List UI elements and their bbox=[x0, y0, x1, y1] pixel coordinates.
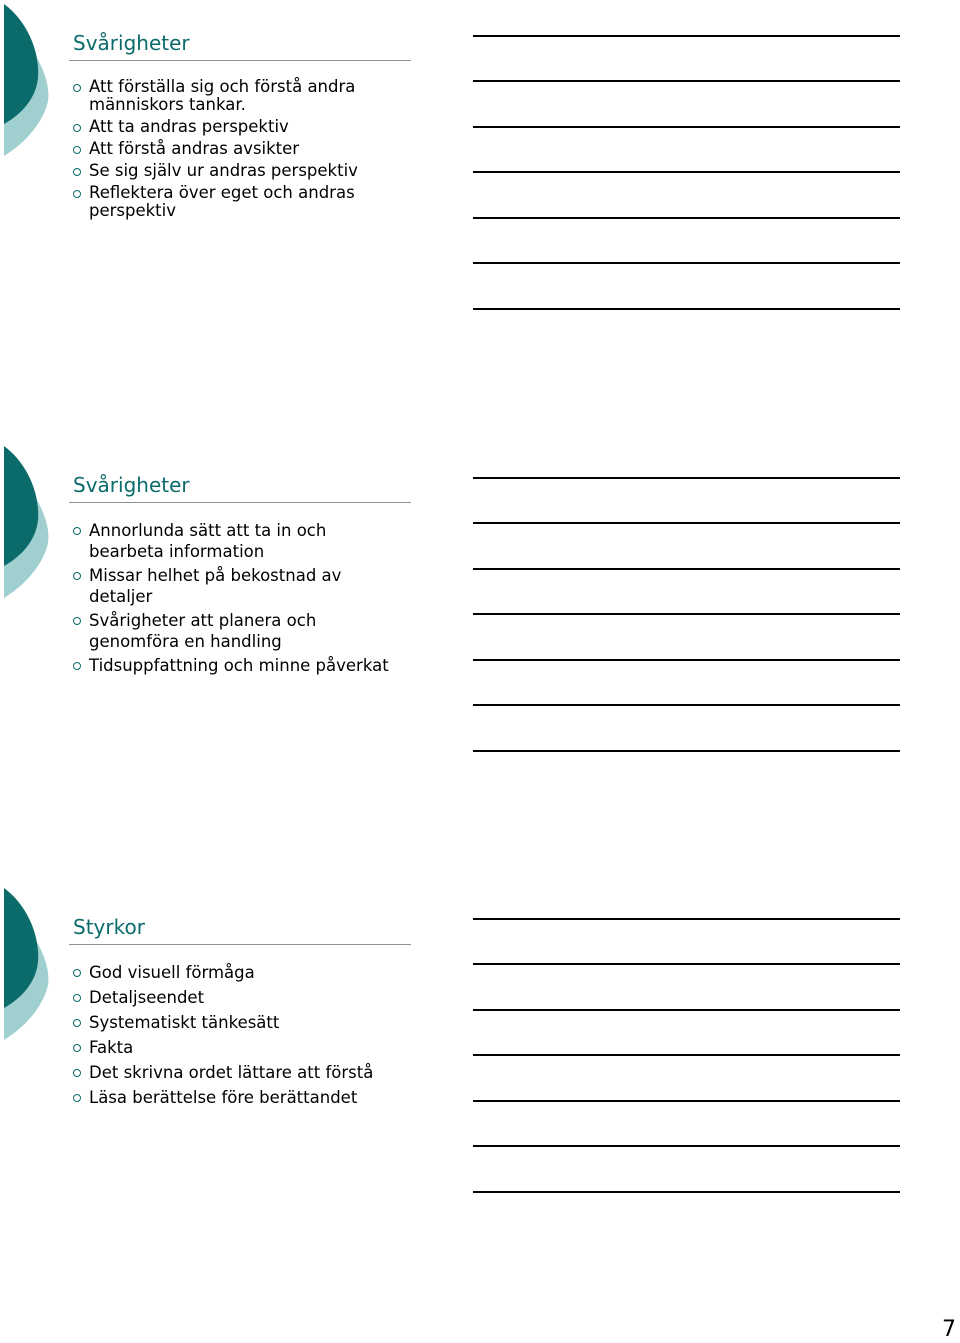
note-line bbox=[473, 1100, 900, 1102]
hollow-circle-bullet-icon bbox=[73, 572, 81, 580]
note-line bbox=[473, 568, 900, 570]
bullet-text: Att förstå andras avsikter bbox=[89, 139, 300, 158]
bullet-item bbox=[73, 565, 418, 607]
bullet-text: Systematiskt tänkesätt bbox=[89, 1013, 280, 1032]
bullet-item bbox=[73, 1062, 418, 1083]
bullet-text: Annorlunda sätt att ta in och bearbeta information bbox=[89, 521, 327, 561]
bullet-item bbox=[73, 162, 418, 180]
bullet-list bbox=[73, 962, 418, 1108]
bullet-text: Missar helhet på bekostnad av detaljer bbox=[89, 566, 342, 606]
bullet-text: Tidsuppfattning och minne påverkat bbox=[89, 656, 389, 675]
title-divider bbox=[69, 502, 411, 503]
note-line bbox=[473, 963, 900, 965]
slide-title: Svårigheter bbox=[73, 473, 190, 497]
note-line bbox=[473, 659, 900, 661]
bullet-item bbox=[73, 78, 418, 114]
bullet-item bbox=[73, 987, 418, 1008]
bullet-text: Läsa berättelse före berättandet bbox=[89, 1088, 358, 1107]
hollow-circle-bullet-icon bbox=[73, 1069, 81, 1077]
hollow-circle-bullet-icon bbox=[73, 527, 81, 535]
hollow-circle-bullet-icon bbox=[73, 124, 81, 132]
note-line bbox=[473, 750, 900, 752]
note-line bbox=[473, 1145, 900, 1147]
bullet-item bbox=[73, 962, 418, 983]
slide-2 bbox=[0, 442, 960, 884]
bullet-item bbox=[73, 610, 418, 652]
note-line bbox=[473, 126, 900, 128]
bullet-item bbox=[73, 140, 418, 158]
bullet-text: Svårigheter att planera och genomföra en handling bbox=[89, 611, 317, 651]
hollow-circle-bullet-icon bbox=[73, 168, 81, 176]
hollow-circle-bullet-icon bbox=[73, 1044, 81, 1052]
teal-crescent-decoration-icon bbox=[0, 0, 60, 170]
bullet-item bbox=[73, 1012, 418, 1033]
slide-title: Svårigheter bbox=[73, 31, 190, 55]
hollow-circle-bullet-icon bbox=[73, 969, 81, 977]
note-line bbox=[473, 35, 900, 37]
note-line bbox=[473, 262, 900, 264]
bullet-item bbox=[73, 655, 418, 676]
hollow-circle-bullet-icon bbox=[73, 1094, 81, 1102]
title-divider bbox=[69, 944, 411, 945]
note-line bbox=[473, 613, 900, 615]
slide-title: Styrkor bbox=[73, 915, 145, 939]
note-line bbox=[473, 1054, 900, 1056]
note-line bbox=[473, 308, 900, 310]
bullet-text: God visuell förmåga bbox=[89, 963, 255, 982]
hollow-circle-bullet-icon bbox=[73, 1019, 81, 1027]
note-line bbox=[473, 217, 900, 219]
note-line bbox=[473, 918, 900, 920]
bullet-text: Att förställa sig och förstå andra människors tankar. bbox=[89, 77, 356, 114]
bullet-item bbox=[73, 118, 418, 136]
bullet-item bbox=[73, 184, 418, 220]
teal-crescent-decoration-icon bbox=[0, 884, 60, 1054]
hollow-circle-bullet-icon bbox=[73, 146, 81, 154]
teal-crescent-decoration-icon bbox=[0, 442, 60, 612]
hollow-circle-bullet-icon bbox=[73, 84, 81, 92]
note-line bbox=[473, 704, 900, 706]
note-line bbox=[473, 171, 900, 173]
note-line bbox=[473, 477, 900, 479]
slide-1 bbox=[0, 0, 960, 442]
hollow-circle-bullet-icon bbox=[73, 662, 81, 670]
hollow-circle-bullet-icon bbox=[73, 190, 81, 198]
bullet-text: Det skrivna ordet lättare att förstå bbox=[89, 1063, 374, 1082]
page-number: 7 bbox=[942, 1317, 956, 1342]
bullet-list bbox=[73, 520, 418, 676]
bullet-text: Detaljseendet bbox=[89, 988, 205, 1007]
bullet-text: Att ta andras perspektiv bbox=[89, 117, 289, 136]
bullet-list bbox=[73, 78, 418, 220]
bullet-item bbox=[73, 1087, 418, 1108]
bullet-text: Fakta bbox=[89, 1038, 134, 1057]
bullet-text: Se sig själv ur andras perspektiv bbox=[89, 161, 358, 180]
note-line bbox=[473, 1191, 900, 1193]
hollow-circle-bullet-icon bbox=[73, 617, 81, 625]
slide-3 bbox=[0, 884, 960, 1326]
note-line bbox=[473, 1009, 900, 1011]
title-divider bbox=[69, 60, 411, 61]
bullet-item bbox=[73, 520, 418, 562]
bullet-text: Reflektera över eget och andras perspektiv bbox=[89, 183, 355, 220]
note-line bbox=[473, 80, 900, 82]
hollow-circle-bullet-icon bbox=[73, 994, 81, 1002]
bullet-item bbox=[73, 1037, 418, 1058]
note-line bbox=[473, 522, 900, 524]
